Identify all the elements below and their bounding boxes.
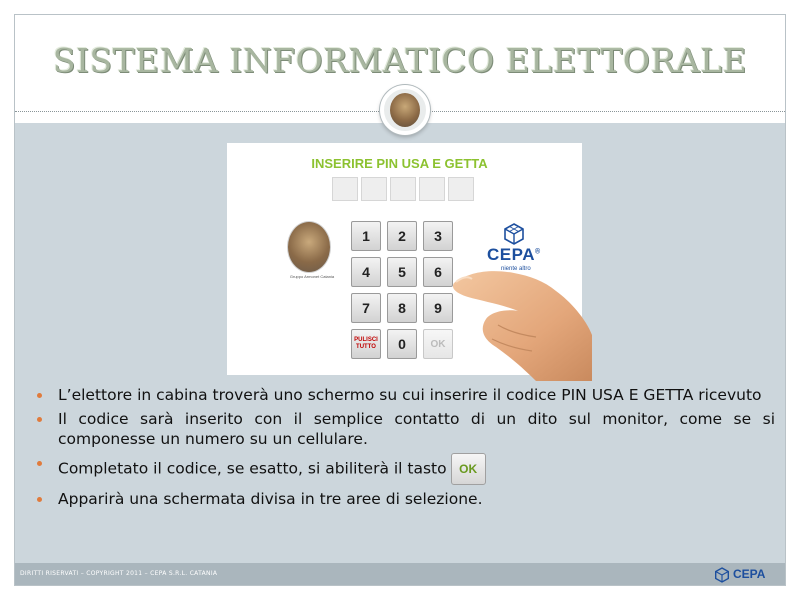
- key-1: 1: [351, 221, 381, 251]
- footer-cepa-wordmark: CEPA: [733, 567, 766, 581]
- key-8: 8: [387, 293, 417, 323]
- bullet-item: Il codice sarà inserito con il semplice contatto di un dito sul monitor, come se si componesse un numero su un cellulare.: [35, 409, 775, 449]
- key-ok-disabled: OK: [423, 329, 453, 359]
- pin-digit-box: [448, 177, 474, 201]
- pointing-hand-image: [452, 261, 592, 381]
- saint-medallion-image: [380, 85, 430, 135]
- pin-digit-box: [419, 177, 445, 201]
- slide: [14, 14, 786, 586]
- bullet-list: [35, 385, 775, 513]
- bullet-dot-icon: [37, 461, 42, 466]
- key-9: 9: [423, 293, 453, 323]
- cepa-tagline: niente altro: [501, 266, 531, 272]
- slide-footer: [15, 563, 785, 585]
- footer-cube-icon: [715, 567, 729, 583]
- key-clear-label-2: TUTTO: [356, 344, 376, 350]
- key-clear-label-1: PULISCI: [354, 337, 378, 343]
- bullet-dot-icon: [37, 497, 42, 502]
- pin-digit-box: [390, 177, 416, 201]
- bullet-item: Apparirà una schermata divisa in tre aree di selezione.: [35, 489, 775, 509]
- pin-entry-field: [332, 177, 474, 201]
- key-7: 7: [351, 293, 381, 323]
- pin-digit-box: [332, 177, 358, 201]
- key-clear-all: [351, 329, 381, 359]
- municipal-seal-image: [287, 221, 331, 273]
- kiosk-screen-illustration: [227, 143, 582, 375]
- key-5: 5: [387, 257, 417, 287]
- cepa-wordmark: CEPA®: [487, 245, 541, 264]
- bullet-item: Completato il codice, se esatto, si abiliterà il tasto OK: [35, 453, 775, 485]
- footer-copyright: DIRITTI RISERVATI – COPYRIGHT 2011 – CEPA S.R.L. CATANIA: [20, 570, 218, 577]
- bullet-dot-icon: [37, 417, 42, 422]
- key-4: 4: [351, 257, 381, 287]
- bullet-item: L’elettore in cabina troverà uno schermo su cui inserire il codice PIN USA E GETTA ricevuto: [35, 385, 775, 405]
- slide-title: SISTEMA INFORMATICO ELETTORALE: [52, 41, 748, 80]
- key-3: 3: [423, 221, 453, 251]
- ok-button-image: OK: [451, 453, 486, 485]
- key-2: 2: [387, 221, 417, 251]
- pin-digit-box: [361, 177, 387, 201]
- key-0: 0: [387, 329, 417, 359]
- bullet-dot-icon: [37, 393, 42, 398]
- kiosk-prompt: INSERIRE PIN USA E GETTA: [311, 156, 488, 171]
- seal-caption: Gruppo Armonet Catania: [289, 274, 335, 279]
- saint-figure-image: [390, 93, 420, 127]
- key-6: 6: [423, 257, 453, 287]
- cepa-cube-icon: [504, 223, 524, 245]
- footer-cepa-logo: [715, 566, 781, 584]
